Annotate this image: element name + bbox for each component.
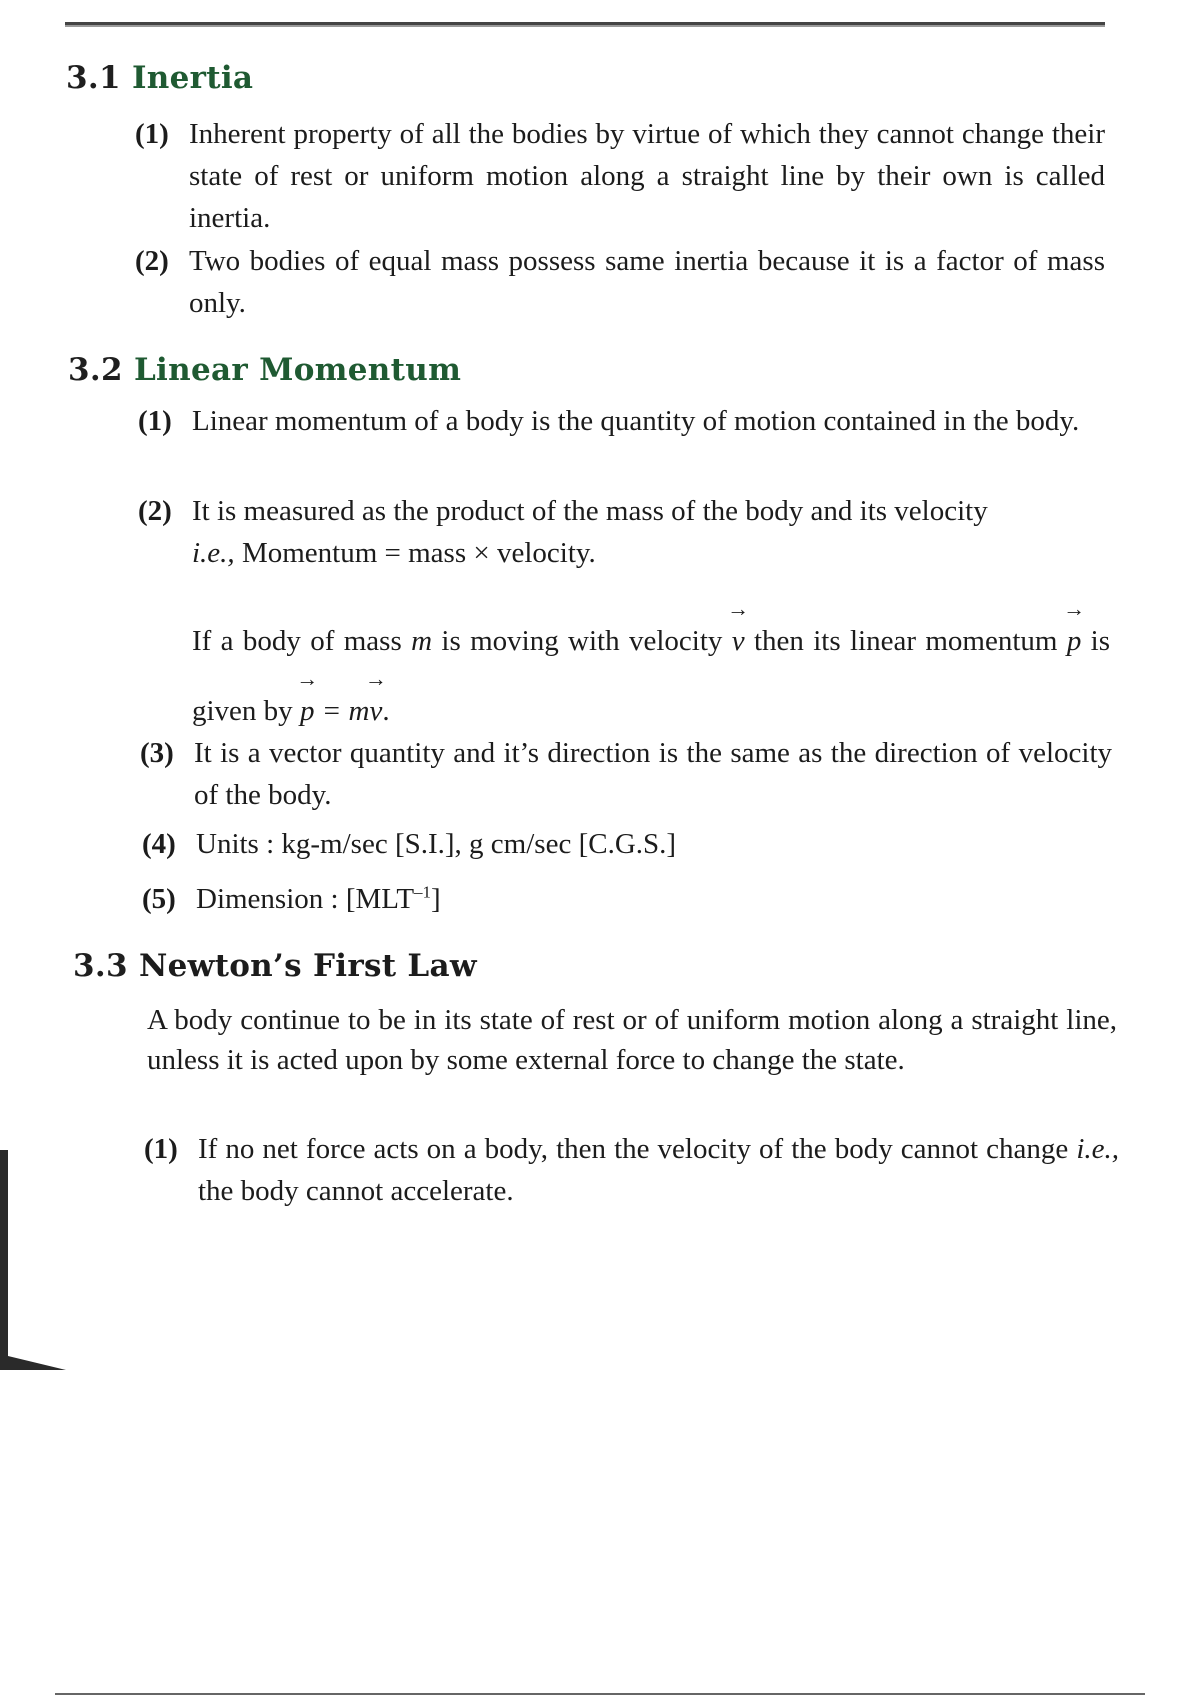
item-number: (5) — [142, 883, 176, 915]
bottom-rule — [55, 1693, 1145, 1695]
item-text — [196, 878, 1114, 920]
section-number: 3.1 — [66, 60, 121, 96]
item-number: (1) — [135, 118, 169, 150]
item-text: Units : kg-m/sec [S.I.], g cm/sec [C.G.S.] — [196, 828, 677, 860]
section-heading-newtons-first-law — [73, 948, 477, 984]
page-edge-bar — [0, 1150, 8, 1370]
ie-abbrev: i.e., — [192, 537, 235, 569]
text-run: If a body of mass — [192, 625, 412, 657]
section-title: Linear Momentum — [133, 352, 462, 388]
section-number: 3.3 — [73, 948, 128, 984]
item-number: (3) — [140, 737, 174, 769]
vector-v-equation: → v — [369, 676, 382, 746]
item-number: (1) — [138, 405, 172, 437]
vector-p-equation: → p — [300, 676, 315, 746]
text-run: then its linear momentum — [744, 625, 1067, 657]
item-text — [192, 490, 1110, 574]
item-number: (2) — [138, 495, 172, 527]
item-number: (2) — [135, 245, 169, 277]
section-heading-inertia — [66, 60, 253, 96]
item-text — [198, 1128, 1119, 1212]
section-number: 3.2 — [68, 352, 123, 388]
top-rule — [65, 22, 1105, 25]
page-edge-wedge — [8, 1356, 66, 1370]
section-title: Inertia — [131, 60, 254, 96]
vector-p: → p — [1067, 606, 1082, 676]
section-title: Newton’s First Law — [138, 948, 477, 984]
text-run: is given by — [192, 625, 1111, 727]
newton-law-statement: A body continue to be in its state of rest or of uniform motion along a straight line, unless it is acted upon by some external force to change the state. — [147, 1004, 1117, 1076]
text-run: is moving with velocity — [432, 625, 732, 657]
item-text: Linear momentum of a body is the quantity of motion contained in the body. — [192, 405, 1080, 437]
momentum-definition — [192, 606, 1110, 746]
text-run: If no net force acts on a body, then the velocity of the body cannot change — [198, 1133, 1077, 1165]
item-text: Inherent property of all the bodies by virtue of which they cannot change their state of rest or uniform motion along a straight line by their own is called inertia. — [189, 118, 1105, 234]
item-number: (4) — [142, 828, 176, 860]
dimension-bracket: ] — [431, 883, 441, 915]
dimension-exponent: –1 — [414, 882, 432, 902]
equation-end: . — [382, 695, 390, 727]
vector-v: → v — [732, 606, 745, 676]
equation-mid: = m — [314, 695, 370, 727]
text-run: the body cannot accelerate. — [198, 1175, 514, 1207]
momentum-formula-text: Momentum = mass × velocity. — [234, 537, 596, 569]
item-text: Two bodies of equal mass possess same inertia because it is a factor of mass only. — [189, 245, 1105, 319]
item-text: It is a vector quantity and it’s direction is the same as the direction of velocity of the body. — [194, 737, 1112, 811]
ie-abbrev: i.e., — [1076, 1133, 1119, 1165]
dimension-text: Dimension : [MLT — [196, 883, 415, 915]
section-heading-linear-momentum — [68, 352, 461, 388]
item-number: (1) — [144, 1133, 178, 1165]
item-text-line1: It is measured as the product of the mass of the body and its velocity — [192, 495, 988, 527]
symbol-m: m — [411, 625, 433, 657]
